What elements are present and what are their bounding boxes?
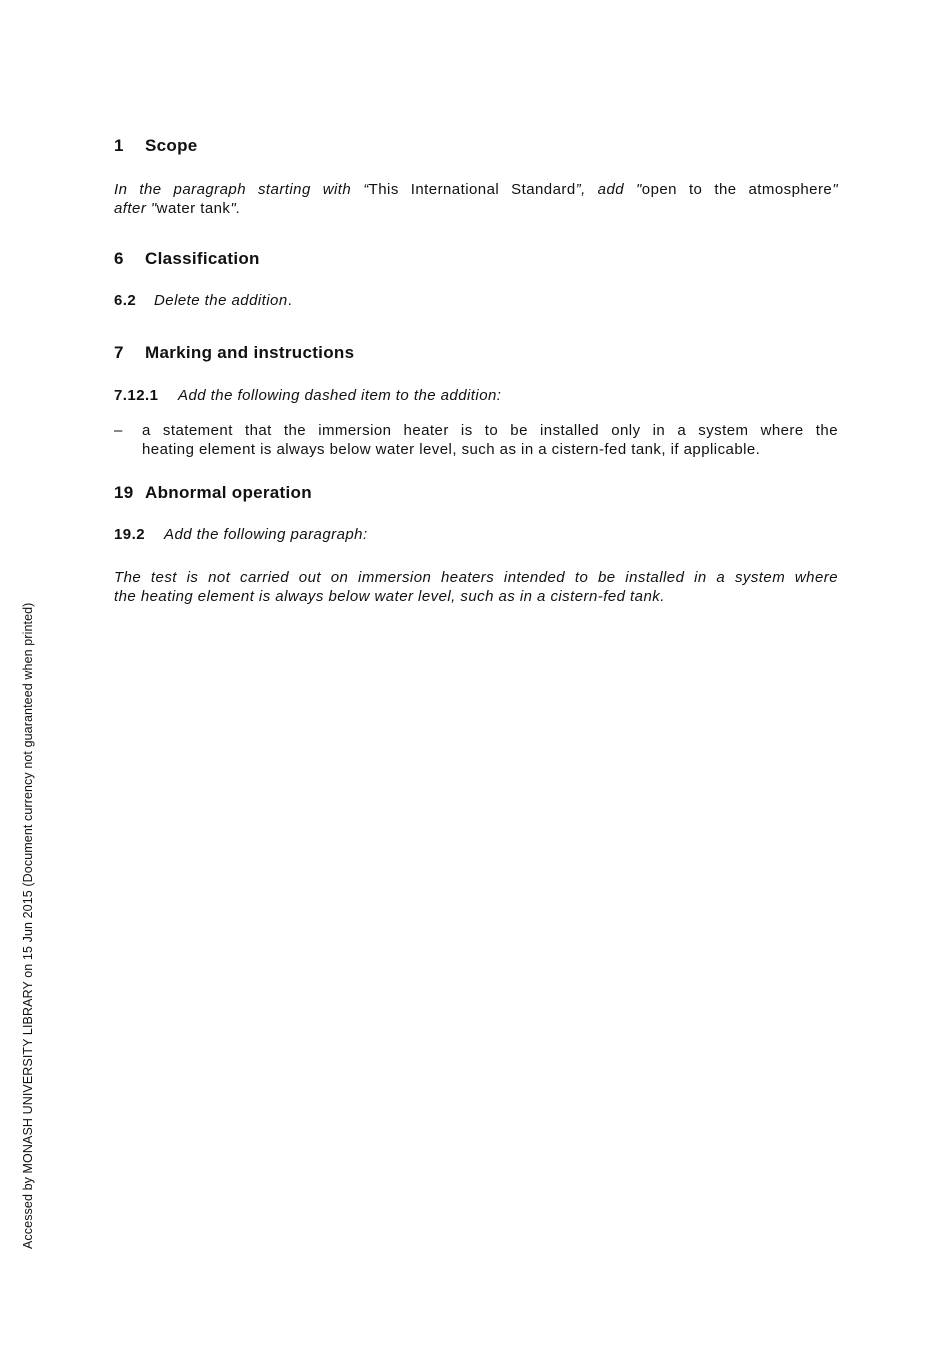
subclause-text: Delete the addition [154,292,288,309]
subclause-text: Add the following dashed item to the addition: [178,387,502,404]
access-watermark: Accessed by MONASH UNIVERSITY LIBRARY on 15 Jun 2015 (Document currency not guaranteed when printed) [21,602,35,1249]
scope-paragraph [114,180,838,218]
abnormal-line-2: the heating element is always below water level, such as in a cistern-fed tank. [114,588,665,605]
italic-text: In the paragraph starting with [114,181,364,198]
dashed-list-item [114,421,838,461]
section-title: Scope [145,136,198,155]
subclause-19-2 [114,526,368,543]
subclause-text: Add the following paragraph: [164,526,368,543]
open-quote: " [636,181,642,198]
section-number: 1 [114,136,124,155]
section-heading-scope [114,136,198,156]
dashed-item-line-2: heating element is always below water level, such as in a cistern-fed tank, if applicable. [142,441,761,458]
subclause-number: 6.2 [114,292,137,309]
section-title: Classification [145,249,260,268]
subclause-number: 19.2 [114,526,145,543]
section-heading-marking [114,343,354,363]
subclause-number: 7.12.1 [114,387,159,404]
section-title: Marking and instructions [145,343,355,362]
section-number: 19 [114,483,134,502]
italic-text: ". [230,200,241,217]
section-number: 7 [114,343,124,362]
section-title: Abnormal operation [145,483,312,502]
section-heading-abnormal [114,483,312,503]
open-quote: " [150,200,157,217]
open-quote: “ [363,181,369,198]
subclause-period: . [287,292,293,309]
scope-line-1 [114,180,838,199]
section-heading-classification [114,249,260,269]
subclause-6-2 [114,292,292,309]
close-quote: " [832,181,838,198]
section-number: 6 [114,249,124,268]
dashed-item-line-1: a statement that the immersion heater is to be installed only in a system where the [142,422,838,439]
dashed-item-text [142,421,838,459]
subclause-7-12-1 [114,387,501,404]
italic-text: ”, add [575,181,637,198]
italic-text: after [114,200,151,217]
quoted-text: water tank [156,200,231,217]
scope-line-2 [114,199,838,218]
abnormal-line-1: The test is not carried out on immersion heaters intended to be installed in a system where [114,569,838,586]
dash-bullet: – [114,422,123,439]
abnormal-paragraph [114,568,838,606]
quoted-text: This International Standard [368,181,576,198]
quoted-text: open to the atmosphere [641,181,833,198]
